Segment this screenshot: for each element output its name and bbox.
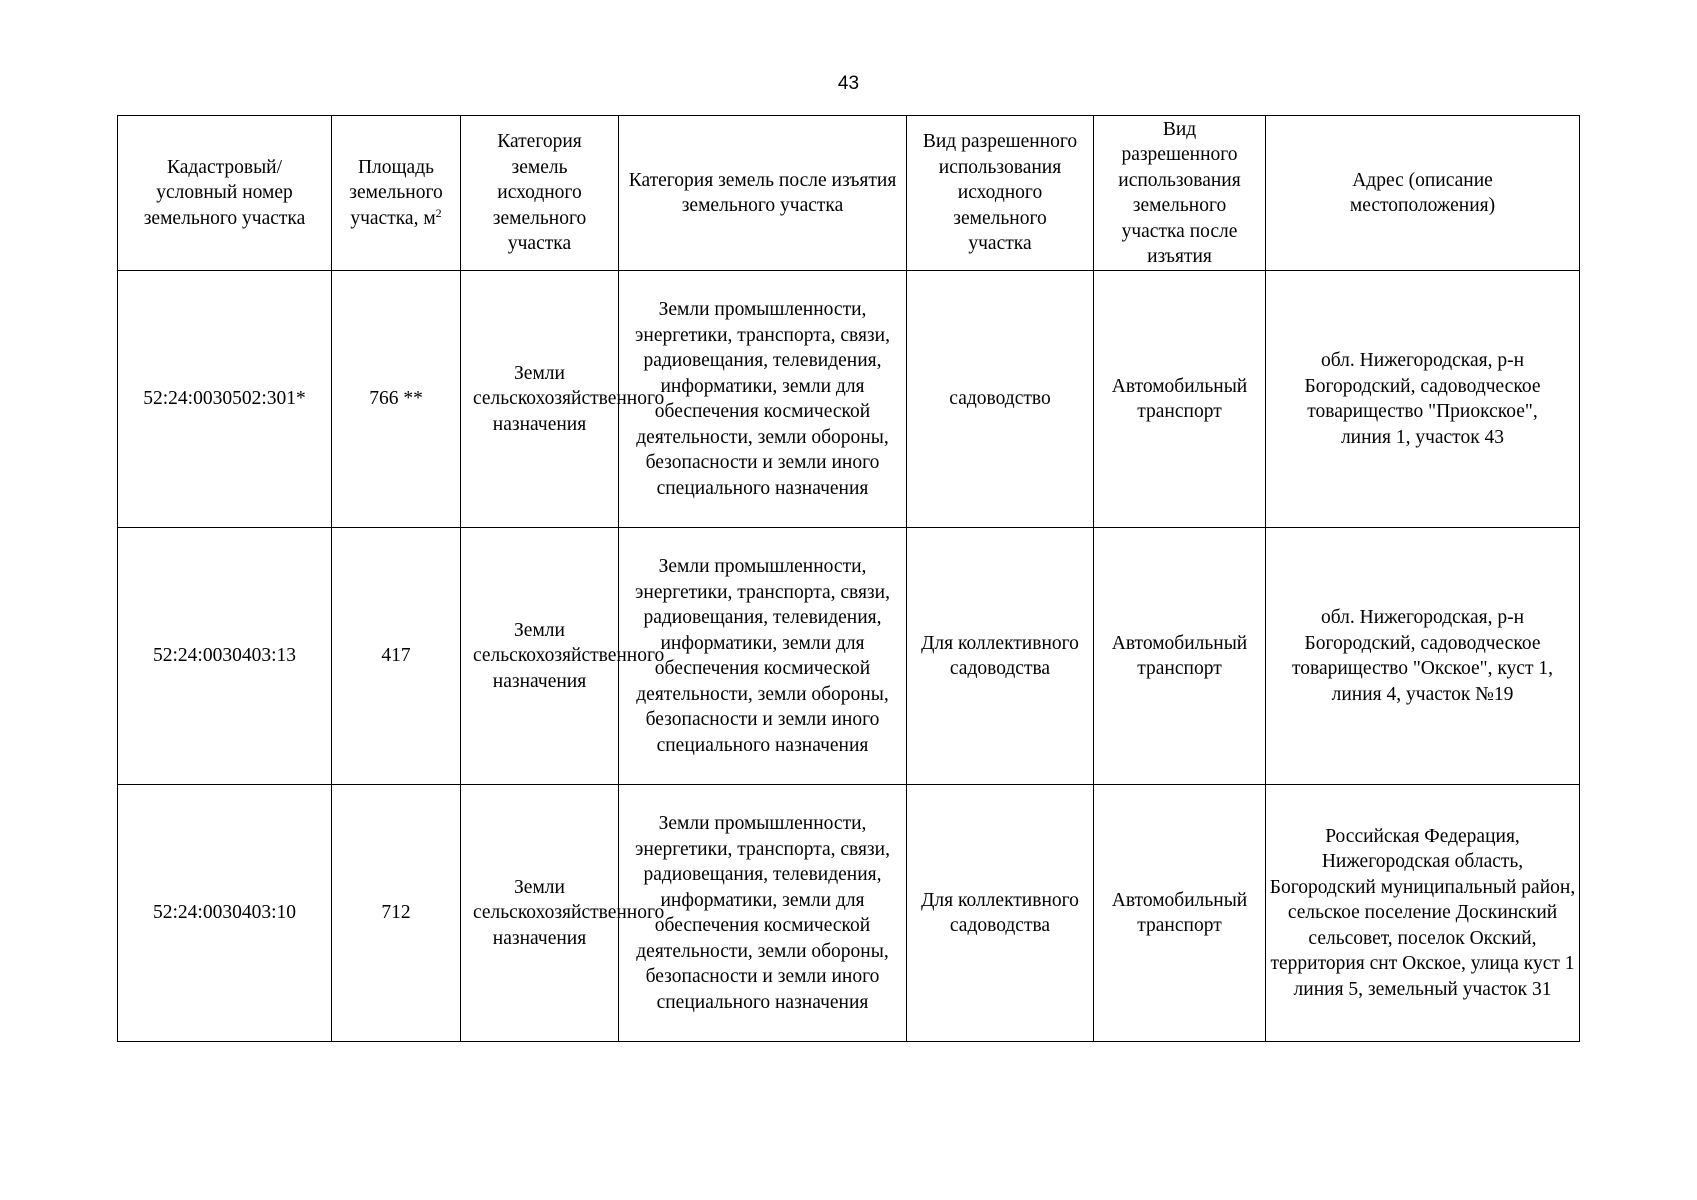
- cell-area: 712: [332, 785, 461, 1042]
- header-category-before: Категория земель исходного земельного участка: [461, 116, 619, 271]
- cell-cadastral: 52:24:0030502:301*: [118, 271, 332, 528]
- cell-address: обл. Нижегородская, р-н Богородский, садоводческое товарищество "Приокское", линия 1, участок 43: [1266, 271, 1580, 528]
- cell-use-before: Для коллективного садоводства: [907, 528, 1094, 785]
- cell-cadastral: 52:24:0030403:10: [118, 785, 332, 1042]
- cell-address: обл. Нижегородская, р-н Богородский, садоводческое товарищество "Окское", куст 1, линия 4, участок №19: [1266, 528, 1580, 785]
- table-row: [118, 271, 1580, 528]
- cell-category-before: Земли сельскохозяйственного назначения: [461, 528, 619, 785]
- cell-category-after: Земли промышленности, энергетики, транспорта, связи, радиовещания, телевидения, информатики, земли для обеспечения космической деятельности, земли обороны, безопасности и земли иного специального назначения: [619, 271, 907, 528]
- cell-category-after: Земли промышленности, энергетики, транспорта, связи, радиовещания, телевидения, информатики, земли для обеспечения космической деятельности, земли обороны, безопасности и земли иного специального назначения: [619, 528, 907, 785]
- area-unit-superscript: 2: [435, 205, 442, 220]
- cell-category-before: Земли сельскохозяйственного назначения: [461, 271, 619, 528]
- header-use-after: Вид разрешенного использования земельного участка после изъятия: [1094, 116, 1266, 271]
- cell-category-before: Земли сельскохозяйственного назначения: [461, 785, 619, 1042]
- page-number: 43: [837, 73, 860, 94]
- header-address: Адрес (описание местоположения): [1266, 116, 1580, 271]
- cell-address: Российская Федерация, Нижегородская область, Богородский муниципальный район, сельское поселение Доскинский сельсовет, поселок Окский, территория снт Окское, улица куст 1 линия 5, земельный участок 31: [1266, 785, 1580, 1042]
- header-use-before: Вид разрешенного использования исходного земельного участка: [907, 116, 1094, 271]
- land-plots-table: [117, 115, 1580, 1042]
- header-category-after: Категория земель после изъятия земельного участка: [619, 116, 907, 271]
- cell-use-after: Автомобильный транспорт: [1094, 785, 1266, 1042]
- cell-use-before: Для коллективного садоводства: [907, 785, 1094, 1042]
- cell-area: 766 **: [332, 271, 461, 528]
- cell-area: 417: [332, 528, 461, 785]
- cell-use-after: Автомобильный транспорт: [1094, 271, 1266, 528]
- header-row: [118, 116, 1580, 271]
- cell-cadastral: 52:24:0030403:13: [118, 528, 332, 785]
- cell-category-after: Земли промышленности, энергетики, транспорта, связи, радиовещания, телевидения, информатики, земли для обеспечения космической деятельности, земли обороны, безопасности и земли иного специального назначения: [619, 785, 907, 1042]
- table-row: [118, 528, 1580, 785]
- cell-use-after: Автомобильный транспорт: [1094, 528, 1266, 785]
- header-cadastral: Кадастровый/ условный номер земельного участка: [118, 116, 332, 271]
- cell-use-before: садоводство: [907, 271, 1094, 528]
- header-area: Площадь земельного участка, $м^2$: [332, 116, 461, 271]
- table-row: [118, 785, 1580, 1042]
